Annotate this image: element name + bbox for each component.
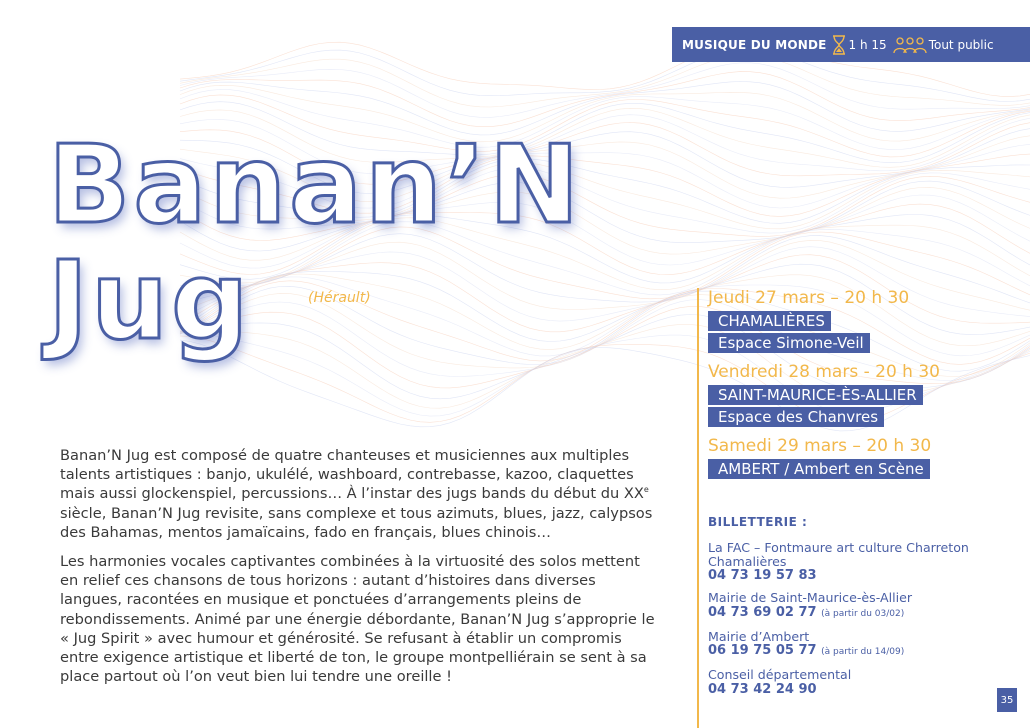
ticket-note: (à partir du 14/09) xyxy=(821,647,905,657)
description-text: Banan’N Jug est composé de quatre chanteuses et musiciennes aux multiples talents artistiques : banjo, ukulélé, washboard, contrebasse, kazoo, claquettes mais aussi glockenspiel, percussions… À l’instar des jugs bands du début du XX xyxy=(60,447,644,503)
event-city: AMBERT / Ambert en Scène xyxy=(708,459,930,479)
event-item xyxy=(708,287,1018,353)
description-paragraph-1 xyxy=(60,446,656,542)
phone-number: 06 19 75 05 77 xyxy=(708,643,817,658)
people-icon xyxy=(893,36,927,54)
event-dates xyxy=(708,287,1018,487)
phone-number: 04 73 19 57 83 xyxy=(708,568,817,583)
superscript: e xyxy=(643,485,649,495)
event-date: Jeudi 27 mars – 20 h 30 xyxy=(708,288,910,308)
audience-label: Tout public xyxy=(928,37,994,52)
description-text: siècle, Banan’N Jug revisite, sans complexe et tous azimuts, blues, jazz, calypsos des Bahamas, mentos jamaïcains, fado en français, blues chinois… xyxy=(60,504,653,541)
ticket-entry xyxy=(708,630,1018,661)
phone-number: 04 73 69 02 77 xyxy=(708,604,817,620)
duration-label: 1 h 15 xyxy=(848,37,887,52)
category-label: MUSIQUE DU MONDE xyxy=(682,37,827,52)
event-item xyxy=(708,435,1018,479)
ticket-venue-name: Mairie de Saint-Maurice-ès-Allier xyxy=(708,590,913,605)
ticket-venue-name: La FAC – Fontmaure art culture Charreton Chamalières xyxy=(708,540,969,569)
ticket-entry xyxy=(708,668,1018,697)
ticketing-list xyxy=(708,541,1018,705)
event-city: SAINT-MAURICE-ÈS-ALLIER xyxy=(708,385,923,405)
ticket-note: (à partir du 03/02) xyxy=(821,608,905,619)
ticket-phone xyxy=(708,643,1018,660)
ticket-phone xyxy=(708,568,1018,583)
event-date: Samedi 29 mars – 20 h 30 xyxy=(708,436,932,456)
ticket-venue-name: Mairie d’Ambert xyxy=(708,628,810,644)
page-title xyxy=(48,123,583,364)
event-date: Vendredi 28 mars - 20 h 30 xyxy=(708,362,940,382)
ticketing-title: BILLETTERIE : xyxy=(708,515,808,529)
event-venue: Espace des Chanvres xyxy=(708,407,884,427)
divider-line xyxy=(697,288,699,728)
description-paragraph-2: Les harmonies vocales captivantes combinées à la virtuosité des solos mettent en relief ces chansons de tous horizons : autant d’histoires dans diverses langues, racontées en musique et ponctuées d’arrangements pleins de rebondissements. Animé par une énergie débordante, Banan’N Jug s’approprie le « Jug Spirit » avec humour et générosité. Se refusant à établir un compromis entre exigence artistique et liberté de ton, le groupe montpelliérain se sent à sa place partout où l’on veut bien lui tendre une oreille ! xyxy=(60,553,655,686)
event-venue: Espace Simone-Veil xyxy=(708,333,870,353)
category-banner xyxy=(672,27,1030,62)
ticket-entry xyxy=(708,541,1018,583)
ticket-phone xyxy=(708,605,1018,622)
ticket-venue-name: Conseil départemental xyxy=(708,667,852,682)
hourglass-icon xyxy=(831,35,847,55)
description xyxy=(60,446,656,696)
wave-line xyxy=(180,55,1030,107)
phone-number: 04 73 42 24 90 xyxy=(708,681,817,697)
title-line-1: Banan’N xyxy=(48,123,583,248)
title-line-2: Jug xyxy=(48,239,252,364)
ticket-entry xyxy=(708,591,1018,622)
event-city: CHAMALIÈRES xyxy=(708,311,831,331)
event-item xyxy=(708,361,1018,427)
page-number: 35 xyxy=(997,688,1017,712)
ticket-phone xyxy=(708,682,1018,697)
origin-label: (Hérault) xyxy=(308,290,371,306)
wave-line xyxy=(180,63,1030,118)
wave-line xyxy=(180,72,1030,127)
